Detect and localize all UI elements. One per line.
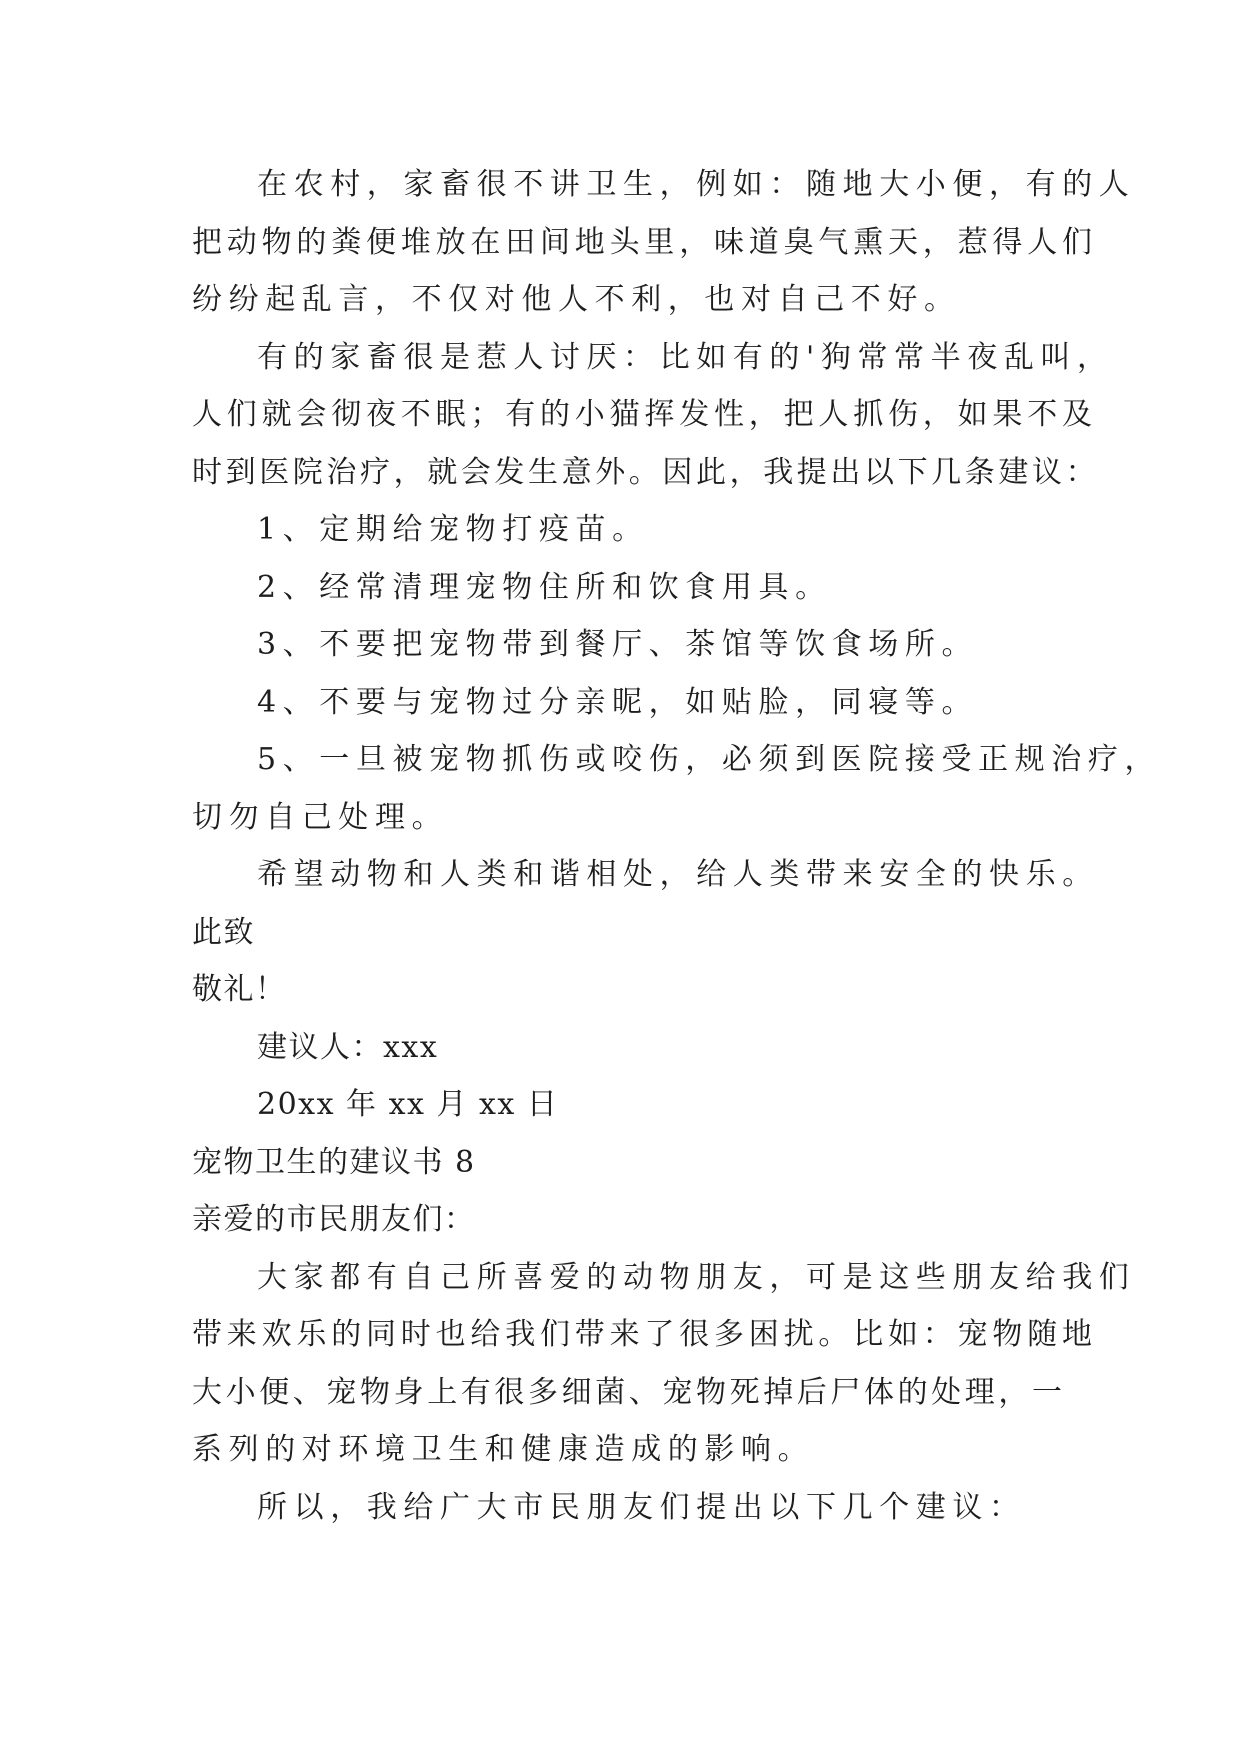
paragraph-1-line-1: 在农村，家畜很不讲卫生，例如：随地大小便，有的人 bbox=[257, 167, 1136, 202]
paragraph-1-line-2: 把动物的粪便堆放在田间地头里，味道臭气熏天，惹得人们 bbox=[192, 225, 1097, 260]
signature-date: 20xx 年 xx 月 xx 日 bbox=[257, 1087, 559, 1122]
paragraph-3-line-4: 系列的对环境卫生和健康造成的影响。 bbox=[192, 1432, 815, 1467]
salutation-cizhi: 此致 bbox=[192, 915, 255, 950]
paragraph-4-line-1: 所以，我给广大市民朋友们提出以下几个建议： bbox=[257, 1490, 1026, 1525]
closing-wish: 希望动物和人类和谐相处，给人类带来安全的快乐。 bbox=[257, 857, 1099, 892]
salutation-jingli: 敬礼！ bbox=[192, 972, 287, 1007]
suggestion-4: 4、不要与宠物过分亲昵，如贴脸，同寝等。 bbox=[257, 685, 979, 720]
suggestion-1: 1、定期给宠物打疫苗。 bbox=[257, 512, 649, 547]
section-title: 宠物卫生的建议书 8 bbox=[192, 1145, 476, 1180]
suggestion-5-line-2: 切勿自己处理。 bbox=[192, 800, 449, 835]
paragraph-2-line-3: 时到医院治疗，就会发生意外。因此，我提出以下几条建议： bbox=[192, 455, 1100, 490]
paragraph-3-line-3: 大小便、宠物身上有很多细菌、宠物死掉后尸体的处理，一 bbox=[192, 1375, 1066, 1410]
paragraph-1-line-3: 纷纷起乱言，不仅对他人不利，也对自己不好。 bbox=[192, 282, 961, 317]
paragraph-2-line-1: 有的家畜很是惹人讨厌：比如有的'狗常常半夜乱叫， bbox=[257, 340, 1114, 375]
suggestion-3: 3、不要把宠物带到餐厅、茶馆等饮食场所。 bbox=[257, 627, 979, 662]
suggestion-2: 2、经常清理宠物住所和饮食用具。 bbox=[257, 570, 832, 605]
paragraph-2-line-2: 人们就会彻夜不眠；有的小猫挥发性，把人抓伤，如果不及 bbox=[192, 397, 1097, 432]
suggestion-5-line-1: 5、一旦被宠物抓伤或咬伤，必须到医院接受正规治疗， bbox=[257, 742, 1162, 777]
paragraph-3-line-1: 大家都有自己所喜爱的动物朋友，可是这些朋友给我们 bbox=[257, 1260, 1136, 1295]
greeting: 亲爱的市民朋友们： bbox=[192, 1202, 476, 1237]
paragraph-3-line-2: 带来欢乐的同时也给我们带来了很多困扰。比如：宠物随地 bbox=[192, 1317, 1097, 1352]
signature-proposer: 建议人：xxx bbox=[257, 1030, 439, 1065]
